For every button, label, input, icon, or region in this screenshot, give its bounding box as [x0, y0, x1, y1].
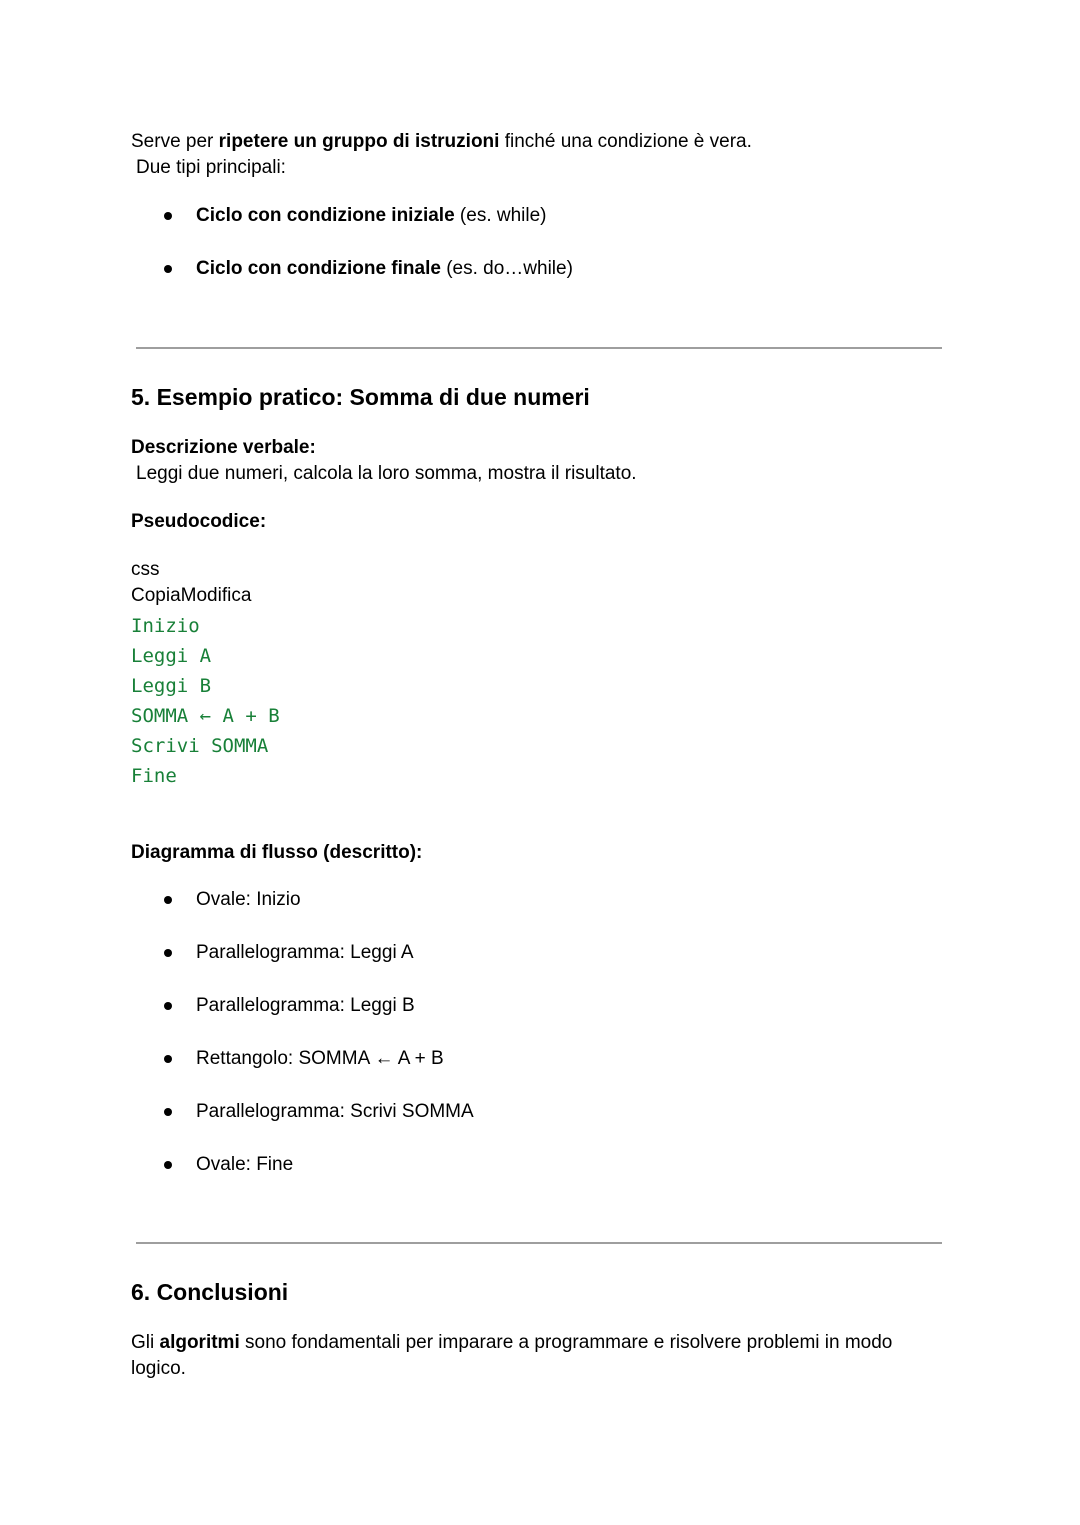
code-line: Inizio	[131, 615, 200, 637]
code-line: Leggi A	[131, 645, 212, 667]
description-label: Descrizione verbale:	[131, 437, 316, 458]
list-item-text: Parallelogramma: Leggi B	[196, 995, 415, 1016]
code-line: Scrivi SOMMA	[131, 735, 269, 757]
bullet-icon	[164, 265, 172, 273]
intro-line-2: Due tipi principali:	[136, 157, 286, 178]
pseudocode-label: Pseudocodice:	[131, 511, 267, 532]
list-item-text: Rettangolo: SOMMA ← A + B	[196, 1048, 444, 1069]
intro-bold-text: ripetere un gruppo di istruzioni	[218, 131, 500, 152]
intro-text-end: finché una condizione è vera.	[499, 131, 752, 152]
bullet-icon	[164, 212, 172, 220]
list-item-text: (es. while)	[454, 205, 547, 226]
bullet-icon	[164, 949, 172, 957]
intro-text: Serve per	[131, 131, 219, 152]
section-heading: 6. Conclusioni	[131, 1279, 289, 1305]
bullet-icon	[164, 1002, 172, 1010]
description-text: Leggi due numeri, calcola la loro somma, mostra il risultato.	[136, 463, 637, 484]
list-item-text: Parallelogramma: Scrivi SOMMA	[196, 1101, 474, 1122]
list-item	[196, 1099, 474, 1125]
list-item-text: Ovale: Inizio	[196, 889, 301, 910]
conclusion-text: Gli	[131, 1332, 160, 1353]
section-heading: 5. Esempio pratico: Somma di due numeri	[131, 384, 590, 410]
conclusion-text-end: sono fondamentali per imparare a programmare e risolvere problemi in modo	[239, 1332, 893, 1353]
list-item-bold: Ciclo con condizione iniziale	[196, 205, 455, 226]
horizontal-divider	[136, 1242, 942, 1244]
code-line: Fine	[131, 765, 177, 787]
conclusion-bold-text: algoritmi	[159, 1332, 240, 1353]
list-item-text: Ovale: Fine	[196, 1154, 294, 1175]
bullet-icon	[164, 1055, 172, 1063]
list-item	[196, 203, 547, 229]
list-item	[196, 1046, 444, 1072]
list-item	[196, 1152, 293, 1178]
list-item	[196, 993, 415, 1019]
conclusion-line-2: logico.	[131, 1358, 186, 1379]
list-item-bold: Ciclo con condizione finale	[196, 258, 441, 279]
horizontal-divider	[136, 347, 942, 349]
intro-line-1	[131, 129, 752, 155]
conclusion-line-1	[131, 1330, 892, 1356]
bullet-icon	[164, 1161, 172, 1169]
flowchart-label: Diagramma di flusso (descritto):	[131, 842, 423, 863]
list-item	[196, 887, 301, 913]
bullet-icon	[164, 896, 172, 904]
list-item-text: (es. do…while)	[440, 258, 573, 279]
bullet-icon	[164, 1108, 172, 1116]
code-line: Leggi B	[131, 675, 212, 697]
list-item	[196, 940, 414, 966]
list-item	[196, 256, 573, 282]
list-item-text: Parallelogramma: Leggi A	[196, 942, 414, 963]
code-line: SOMMA ← A + B	[131, 705, 280, 727]
code-language-label: css	[131, 559, 160, 580]
code-copy-edit-actions[interactable]: CopiaModifica	[131, 585, 252, 606]
